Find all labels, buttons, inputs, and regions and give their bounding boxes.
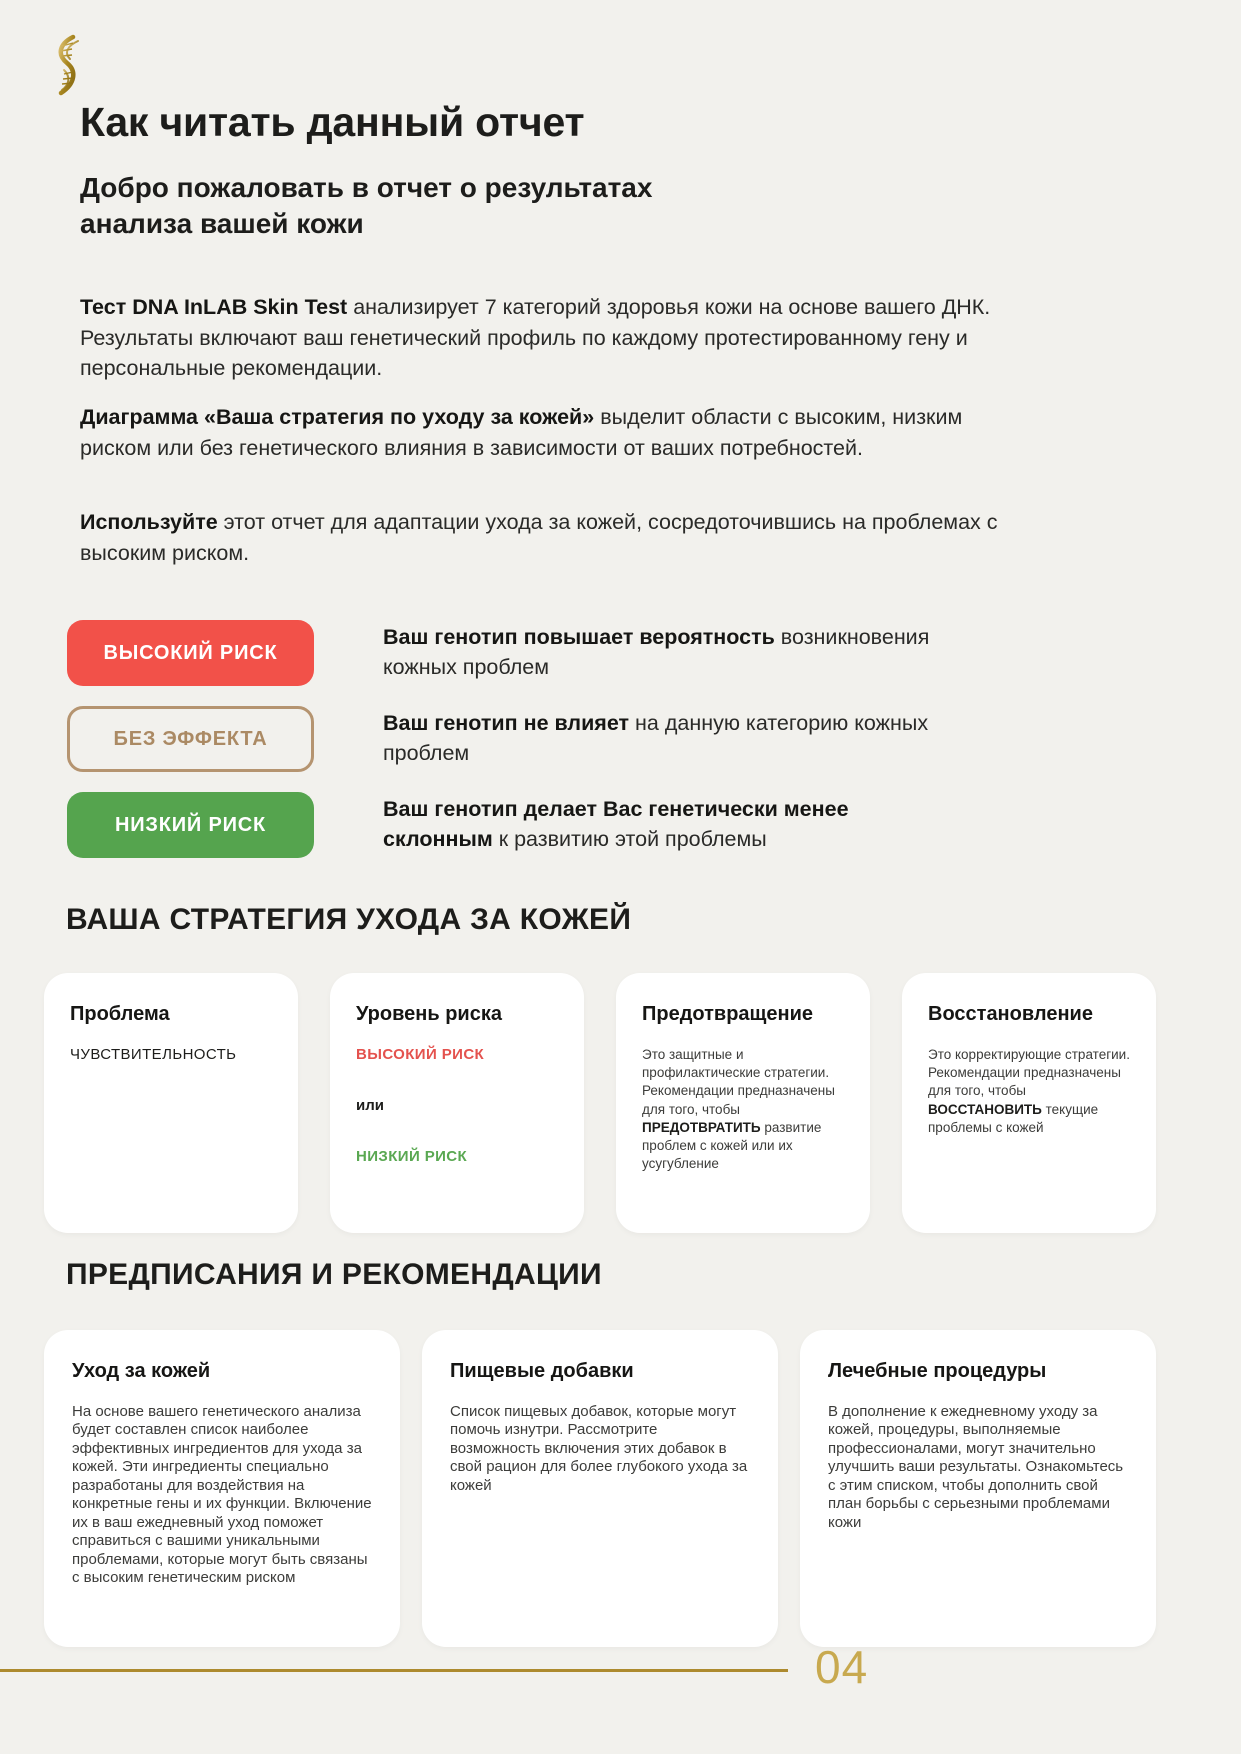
reco-card-treatments <box>800 1330 1156 1647</box>
legend-row-low-risk <box>67 792 943 858</box>
risk-level-low-label: НИЗКИЙ РИСК <box>356 1148 468 1165</box>
prevention-body <box>642 1046 844 1174</box>
restoration-body-bold: ВОССТАНОВИТЬ <box>928 1101 1042 1117</box>
strategy-card-risk-level <box>330 973 584 1233</box>
strategy-card-prevention-title: Предотвращение <box>642 1003 814 1025</box>
strategy-card-risk-level-title: Уровень риска <box>356 1003 502 1025</box>
restoration-body <box>928 1046 1130 1137</box>
page-number: 04 <box>815 1641 869 1693</box>
prevention-body-pre: Это защитные и профилактические стратегии. Рекомендации предназначены для того, чтобы <box>642 1047 835 1117</box>
strategy-card-restoration <box>902 973 1156 1233</box>
legend-row-high-risk <box>67 620 943 686</box>
low-risk-description <box>383 795 943 854</box>
page-subtitle: Добро пожаловать в отчет о результатах анализа вашей кожи <box>80 172 653 240</box>
low-risk-description-bold: Ваш генотип делает Вас генетически менее склонным <box>383 797 849 851</box>
recommendation-cards <box>44 1330 1156 1647</box>
high-risk-badge: ВЫСОКИЙ РИСК <box>67 620 314 686</box>
strategy-card-problem <box>44 973 298 1233</box>
no-effect-description-rest: на данную категорию кожных проблем <box>383 711 929 765</box>
intro-paragraph-test-bold: Тест DNA InLAB Skin Test <box>80 295 348 319</box>
no-effect-description-bold: Ваш генотип не влияет <box>383 711 630 736</box>
intro-paragraph-use <box>80 507 1000 568</box>
recommendations-section-heading: ПРЕДПИСАНИЯ И РЕКОМЕНДАЦИИ <box>66 1258 602 1291</box>
intro-paragraph-test <box>80 292 1000 384</box>
intro-paragraph-diagram <box>80 402 1000 463</box>
reco-card-supplements-body: Список пищевых добавок, которые могут помочь изнутри. Рассмотрите возможность включения этих добавок в свой рацион для более глубокого ухода за кожей <box>450 1403 748 1494</box>
high-risk-description-bold: Ваш генотип повышает вероятность <box>383 625 775 650</box>
risk-level-high-label: ВЫСОКИЙ РИСК <box>356 1046 485 1063</box>
risk-legend <box>67 620 943 858</box>
high-risk-description-rest: возникновения кожных проблем <box>383 625 930 679</box>
intro-paragraph-diagram-rest: выделит области с высоким, низким риском или без генетического влияния в зависимости от ваших потребностей. <box>80 405 963 460</box>
no-effect-badge: БЕЗ ЭФФЕКТА <box>67 706 314 772</box>
reco-card-treatments-body: В дополнение к ежедневному уходу за кожей, процедуры, выполняемые профессионалами, могут значительно улучшить ваши результаты. Ознакомьтесь с этим списком, чтобы дополнить свой план борьбы с серьезными проблемами кожи <box>828 1403 1124 1531</box>
prevention-body-post: развитие проблем с кожей или их усугубление <box>642 1119 822 1172</box>
page-title: Как читать данный отчет <box>80 99 585 145</box>
footer-divider <box>0 1669 788 1672</box>
legend-row-no-effect <box>67 706 943 772</box>
intro-paragraph-test-rest: анализирует 7 категорий здоровья кожи на основе вашего ДНК. Результаты включают ваш генетический профиль по каждому протестированному гену и персональные рекомендации. <box>80 295 991 381</box>
strategy-card-prevention <box>616 973 870 1233</box>
low-risk-description-rest: к развитию этой проблемы <box>492 827 767 851</box>
intro-paragraph-use-bold: Используйте <box>80 510 218 534</box>
prevention-body-bold: ПРЕДОТВРАТИТЬ <box>642 1119 761 1135</box>
problem-value: ЧУВСТВИТЕЛЬНОСТЬ <box>70 1046 237 1063</box>
reco-card-supplements-title: Пищевые добавки <box>450 1360 634 1382</box>
dna-logo-icon <box>52 34 82 98</box>
intro-paragraph-diagram-bold: Диаграмма «Ваша стратегия по уходу за кожей» <box>80 405 595 429</box>
intro-paragraph-use-rest: этот отчет для адаптации ухода за кожей, сосредоточившись на проблемах с высоким риском. <box>80 510 998 565</box>
reco-card-skincare <box>44 1330 400 1647</box>
low-risk-badge: НИЗКИЙ РИСК <box>67 792 314 858</box>
strategy-card-restoration-title: Восстановление <box>928 1003 1093 1025</box>
reco-card-skincare-title: Уход за кожей <box>72 1360 211 1382</box>
no-effect-description <box>383 709 943 768</box>
restoration-body-post: текущие проблемы с кожей <box>928 1101 1099 1135</box>
restoration-body-pre: Это корректирующие стратегии. Рекомендации предназначены для того, чтобы <box>928 1047 1130 1099</box>
strategy-section-heading: ВАША СТРАТЕГИЯ УХОДА ЗА КОЖЕЙ <box>66 903 632 936</box>
reco-card-supplements <box>422 1330 778 1647</box>
strategy-cards <box>44 973 1156 1233</box>
risk-level-or-label: или <box>356 1097 384 1114</box>
reco-card-treatments-title: Лечебные процедуры <box>828 1360 1047 1382</box>
strategy-card-problem-title: Проблема <box>70 1003 170 1025</box>
reco-card-skincare-body: На основе вашего генетического анализа будет составлен список наиболее эффективных ингредиентов для ухода за кожей. Эти ингредиенты специально разработаны для воздействия на конкретные гены и их функции. Включение их в ваш ежедневный уход поможет справиться с вашими уникальными проблемами, которые могут быть связаны с высоким генетическим риском <box>72 1403 372 1586</box>
high-risk-description <box>383 623 943 682</box>
